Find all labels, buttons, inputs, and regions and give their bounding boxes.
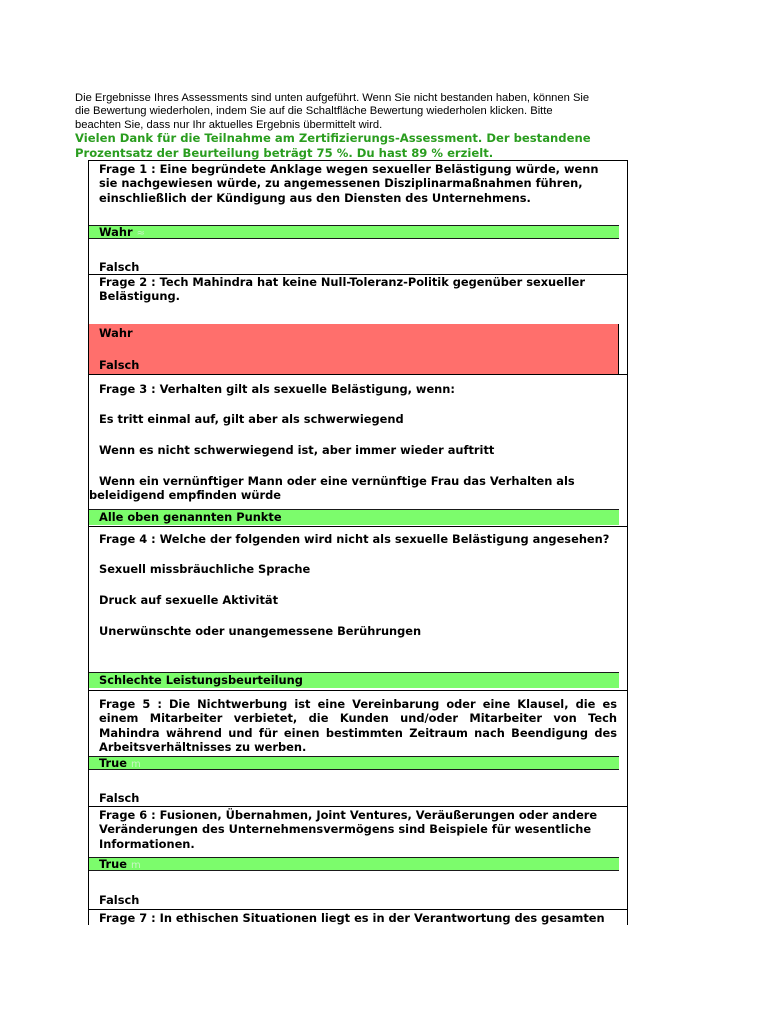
option: Unerwünschte oder unangemessene Berührungen	[99, 624, 422, 638]
question-1	[89, 161, 627, 275]
option: Wenn es nicht schwerwiegend ist, aber immer wieder auftritt	[99, 443, 495, 457]
answer-marker: m	[130, 759, 141, 770]
question-text: Frage 7 : In ethischen Situationen liegt es in der Verantwortung des gesamten	[99, 911, 605, 925]
results-table	[88, 160, 628, 925]
answer-b: Falsch	[99, 358, 140, 372]
answer-wrong-block	[89, 324, 619, 374]
option-continuation: beleidigend empfinden würde	[89, 488, 281, 502]
answer-label: True	[99, 756, 127, 770]
answer-other: Falsch	[99, 893, 140, 907]
intro-line: die Bewertung wiederholen, indem Sie auf die Schaltfläche Bewertung wiederholen klicken. Bitte	[75, 105, 553, 118]
answer-a: Wahr	[99, 326, 133, 340]
answer-marker: ≈	[136, 228, 145, 239]
intro-line: Die Ergebnisse Ihres Assessments sind unten aufgeführt. Wenn Sie nicht bestanden haben, können Sie	[75, 92, 590, 104]
result-line: Prozentsatz der Beurteilung beträgt 75 %. Du hast 89 % erzielt.	[75, 145, 494, 160]
option: Sexuell missbräuchliche Sprache	[99, 562, 311, 576]
question-text: Frage 6 : Fusionen, Übernahmen, Joint Ventures, Veräußerungen oder andere Veränderungen des Unternehmensvermögens sind Beispiele für wesentliche Informationen.	[99, 808, 598, 851]
question-text: Frage 2 : Tech Mahindra hat keine Null-Toleranz-Politik gegenüber sexueller Belästigung.	[99, 275, 586, 304]
answer-other: Falsch	[99, 791, 140, 805]
option: Wenn ein vernünftiger Mann oder eine vernünftige Frau das Verhalten als	[99, 474, 575, 488]
answer-selected: Schlechte Leistungsbeurteilung	[89, 672, 619, 688]
answer-marker: m	[130, 860, 141, 871]
answer-selected: Alle oben genannten Punkte	[89, 509, 619, 525]
answer-label: True	[99, 857, 127, 871]
question-text: Frage 3 : Verhalten gilt als sexuelle Belästigung, wenn:	[99, 382, 455, 396]
question-7	[89, 910, 627, 925]
result-line: Vielen Dank für die Teilnahme am Zertifizierungs-Assessment. Der bestandene	[75, 131, 591, 145]
intro-line: beachten Sie, dass nur Ihr aktuelles Ergebnis übermittelt wird.	[75, 118, 383, 131]
question-3	[89, 375, 627, 527]
result-message	[75, 131, 655, 160]
question-2	[89, 275, 627, 375]
option: Druck auf sexuelle Aktivität	[99, 593, 279, 607]
answer-selected	[89, 857, 619, 871]
option: Es tritt einmal auf, gilt aber als schwerwiegend	[99, 412, 404, 426]
question-6	[89, 807, 627, 910]
answer-other: Falsch	[99, 260, 140, 274]
answer-selected	[89, 225, 619, 239]
intro-text	[75, 92, 645, 132]
answer-selected	[89, 756, 619, 770]
answer-label: Wahr	[99, 225, 133, 239]
question-5	[89, 691, 627, 807]
question-4	[89, 527, 627, 691]
question-text: Frage 4 : Welche der folgenden wird nicht als sexuelle Belästigung angesehen?	[99, 532, 610, 546]
question-text: Frage 1 : Eine begründete Anklage wegen sexueller Belästigung würde, wenn sie nachgewiesen würde, zu angemessenen Disziplinarmaßnahmen führen, einschließlich der Kündigung aus den Diensten des Unternehmens.	[99, 162, 599, 205]
question-text: Frage 5 : Die Nichtwerbung ist eine Vereinbarung oder eine Klausel, die es einem Mitarbeiter verbietet, die Kunden und/oder Mitarbeiter von Tech Mahindra während und für einen bestimmten Zeitraum nach Beendigung des Arbeitsverhältnisses zu werben.	[99, 697, 617, 755]
